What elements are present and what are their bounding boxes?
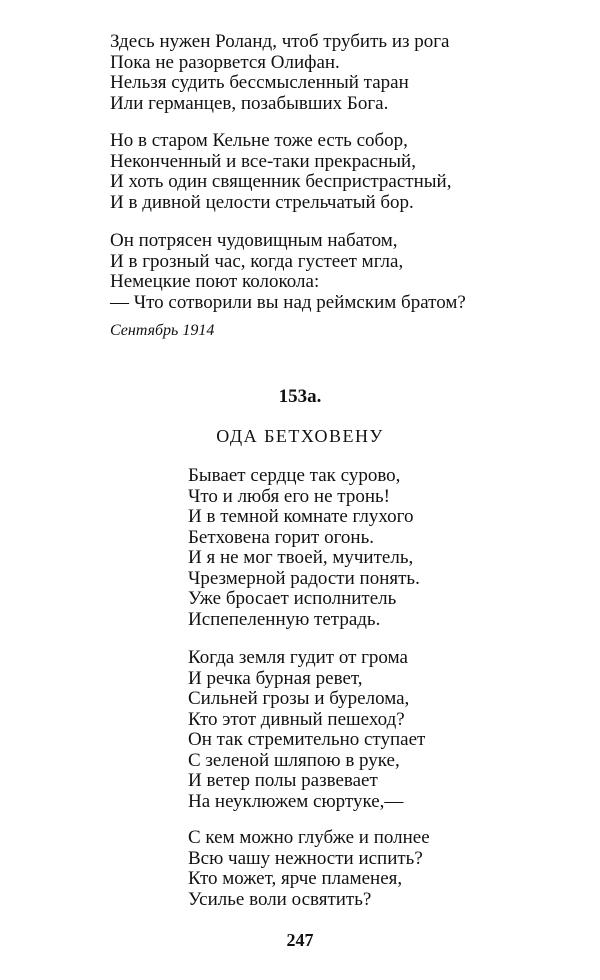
verse-line: Он так стремительно ступает: [188, 729, 426, 750]
verse-line: И ветер полы развевает: [188, 770, 378, 791]
verse-line: Усилье воли освятить?: [188, 888, 372, 910]
stanza: [110, 32, 449, 114]
verse-line: Неконченный и все-таки прекрасный,: [110, 150, 416, 172]
poem-date: Сентябрь 1914: [110, 322, 215, 339]
verse-line: Пока не разорвется Олифан.: [110, 51, 340, 73]
verse-line: Кто этот дивный пешеход?: [188, 708, 405, 730]
verse-line: Здесь нужен Роланд, чтоб трубить из рога: [110, 31, 450, 52]
verse-line: Когда земля гудит от грома: [188, 647, 408, 668]
stanza: [188, 466, 420, 630]
page-number: 247: [286, 930, 314, 950]
verse-line: Всю чашу нежности испить?: [188, 847, 423, 869]
verse-line: И в дивной целости стрельчатый бор.: [110, 191, 414, 213]
verse-line: И в темной комнате глухого: [188, 506, 414, 527]
stanza: [188, 648, 425, 812]
verse-line: Немецкие поют колокола:: [110, 271, 320, 292]
verse-line: Испепеленную тетрадь.: [188, 608, 381, 630]
verse-line: Бетховена горит огонь.: [188, 526, 375, 548]
verse-line: Сильней грозы и бурелома,: [188, 688, 410, 709]
verse-line: Что и любя его не тронь!: [188, 485, 390, 507]
poem-number: 153а.: [278, 386, 322, 407]
verse-line: Уже бросает исполнитель: [188, 588, 397, 609]
poem-title: ОДА БЕТХОВЕНУ: [216, 426, 384, 446]
verse-line: На неуклюжем сюртуке,—: [188, 790, 404, 812]
verse-line: Но в старом Кельне тоже есть собор,: [110, 130, 408, 151]
verse-line: Бывает сердце так сурово,: [188, 465, 401, 486]
stanza: [110, 131, 451, 213]
stanza: [110, 231, 466, 313]
verse-line: Или германцев, позабывших Бога.: [110, 92, 389, 114]
verse-line: Он потрясен чудовищным набатом,: [110, 230, 398, 251]
verse-line: И хоть один священник беспристрастный,: [110, 171, 452, 192]
verse-line: Чрезмерной радости понять.: [188, 567, 420, 589]
verse-line: И речка бурная ревет,: [188, 667, 363, 689]
verse-line: Нельзя судить бессмысленный таран: [110, 72, 409, 93]
verse-line: С зеленой шляпою в руке,: [188, 749, 400, 771]
verse-line: И в грозный час, когда густеет мгла,: [110, 250, 404, 272]
verse-line: И я не мог твоей, мучитель,: [188, 547, 414, 568]
verse-line: Кто может, ярче пламенея,: [188, 868, 403, 889]
verse-line: — Что сотворили вы над реймским братом?: [110, 291, 466, 313]
verse-line: С кем можно глубже и полнее: [188, 827, 430, 848]
stanza: [188, 828, 430, 910]
